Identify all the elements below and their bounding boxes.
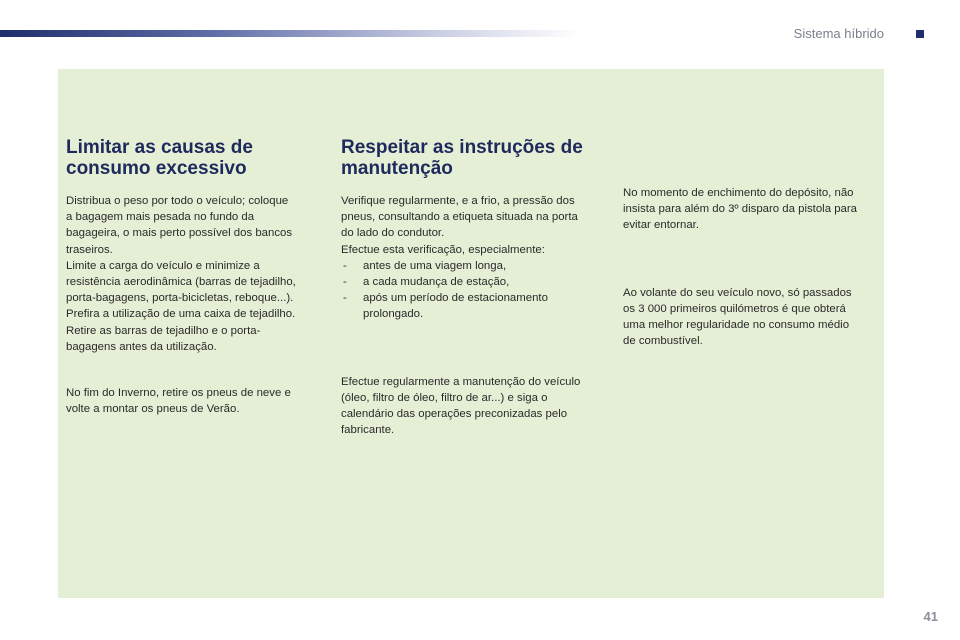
page-number: 41 <box>923 609 938 624</box>
list-item: - antes de uma viagem longa, <box>341 258 603 274</box>
column-fuel-and-break-in <box>623 185 883 349</box>
heading-limit-consumption: Limitar as causas de consumo excessivo <box>66 137 253 179</box>
header-square-marker <box>916 30 924 38</box>
list-item: - após um período de estacionamento prolongado. <box>341 290 603 322</box>
paragraph-break-in: Ao volante do seu veículo novo, só passados os 3 000 primeiros quilómetros é que obterá uma melhor regularidade no consumo médio de combustível. <box>623 286 852 348</box>
header-gradient-bar <box>0 30 580 37</box>
column-limit-consumption <box>66 137 324 417</box>
check-occasions-list <box>341 258 603 323</box>
paragraph-regular-maintenance: Efectue regularmente a manutenção do veículo (óleo, filtro de óleo, filtro de ar...) e siga o calendário das operações preconizadas pelo fabricante. <box>341 375 581 437</box>
paragraph-winter-tyres: No fim do Inverno, retire os pneus de neve e volte a montar os pneus de Verão. <box>66 387 291 416</box>
heading-maintenance: Respeitar as instruções de manutenção <box>341 137 583 179</box>
content-panel <box>58 69 884 598</box>
column-maintenance <box>341 137 603 438</box>
section-title: Sistema híbrido <box>793 26 884 41</box>
paragraph-refuelling: No momento de enchimento do depósito, não insista para além do 3º disparo da pistola para evitar entornar. <box>623 187 858 232</box>
list-item: - a cada mudança de estação, <box>341 274 603 290</box>
paragraph-load-distribution: Distribua o peso por todo o veículo; coloque a bagagem mais pesada no fundo da bagageira, o mais perto possível dos bancos traseiros. Limite a carga do veículo e minimize a resistência aerodinâmica (barras de tejadilho, porta-bagagens, porta-bicicletas, reboque...). Prefira a utilização de uma caixa de tejadilho. Retire as barras de tejadilho e o porta- bagagens antes da utilização. <box>66 195 296 353</box>
paragraph-tyre-pressure: Verifique regularmente, e a frio, a pressão dos pneus, consultando a etiqueta situada na porta do lado do condutor. Efectue esta verificação, especialmente: <box>341 195 578 256</box>
